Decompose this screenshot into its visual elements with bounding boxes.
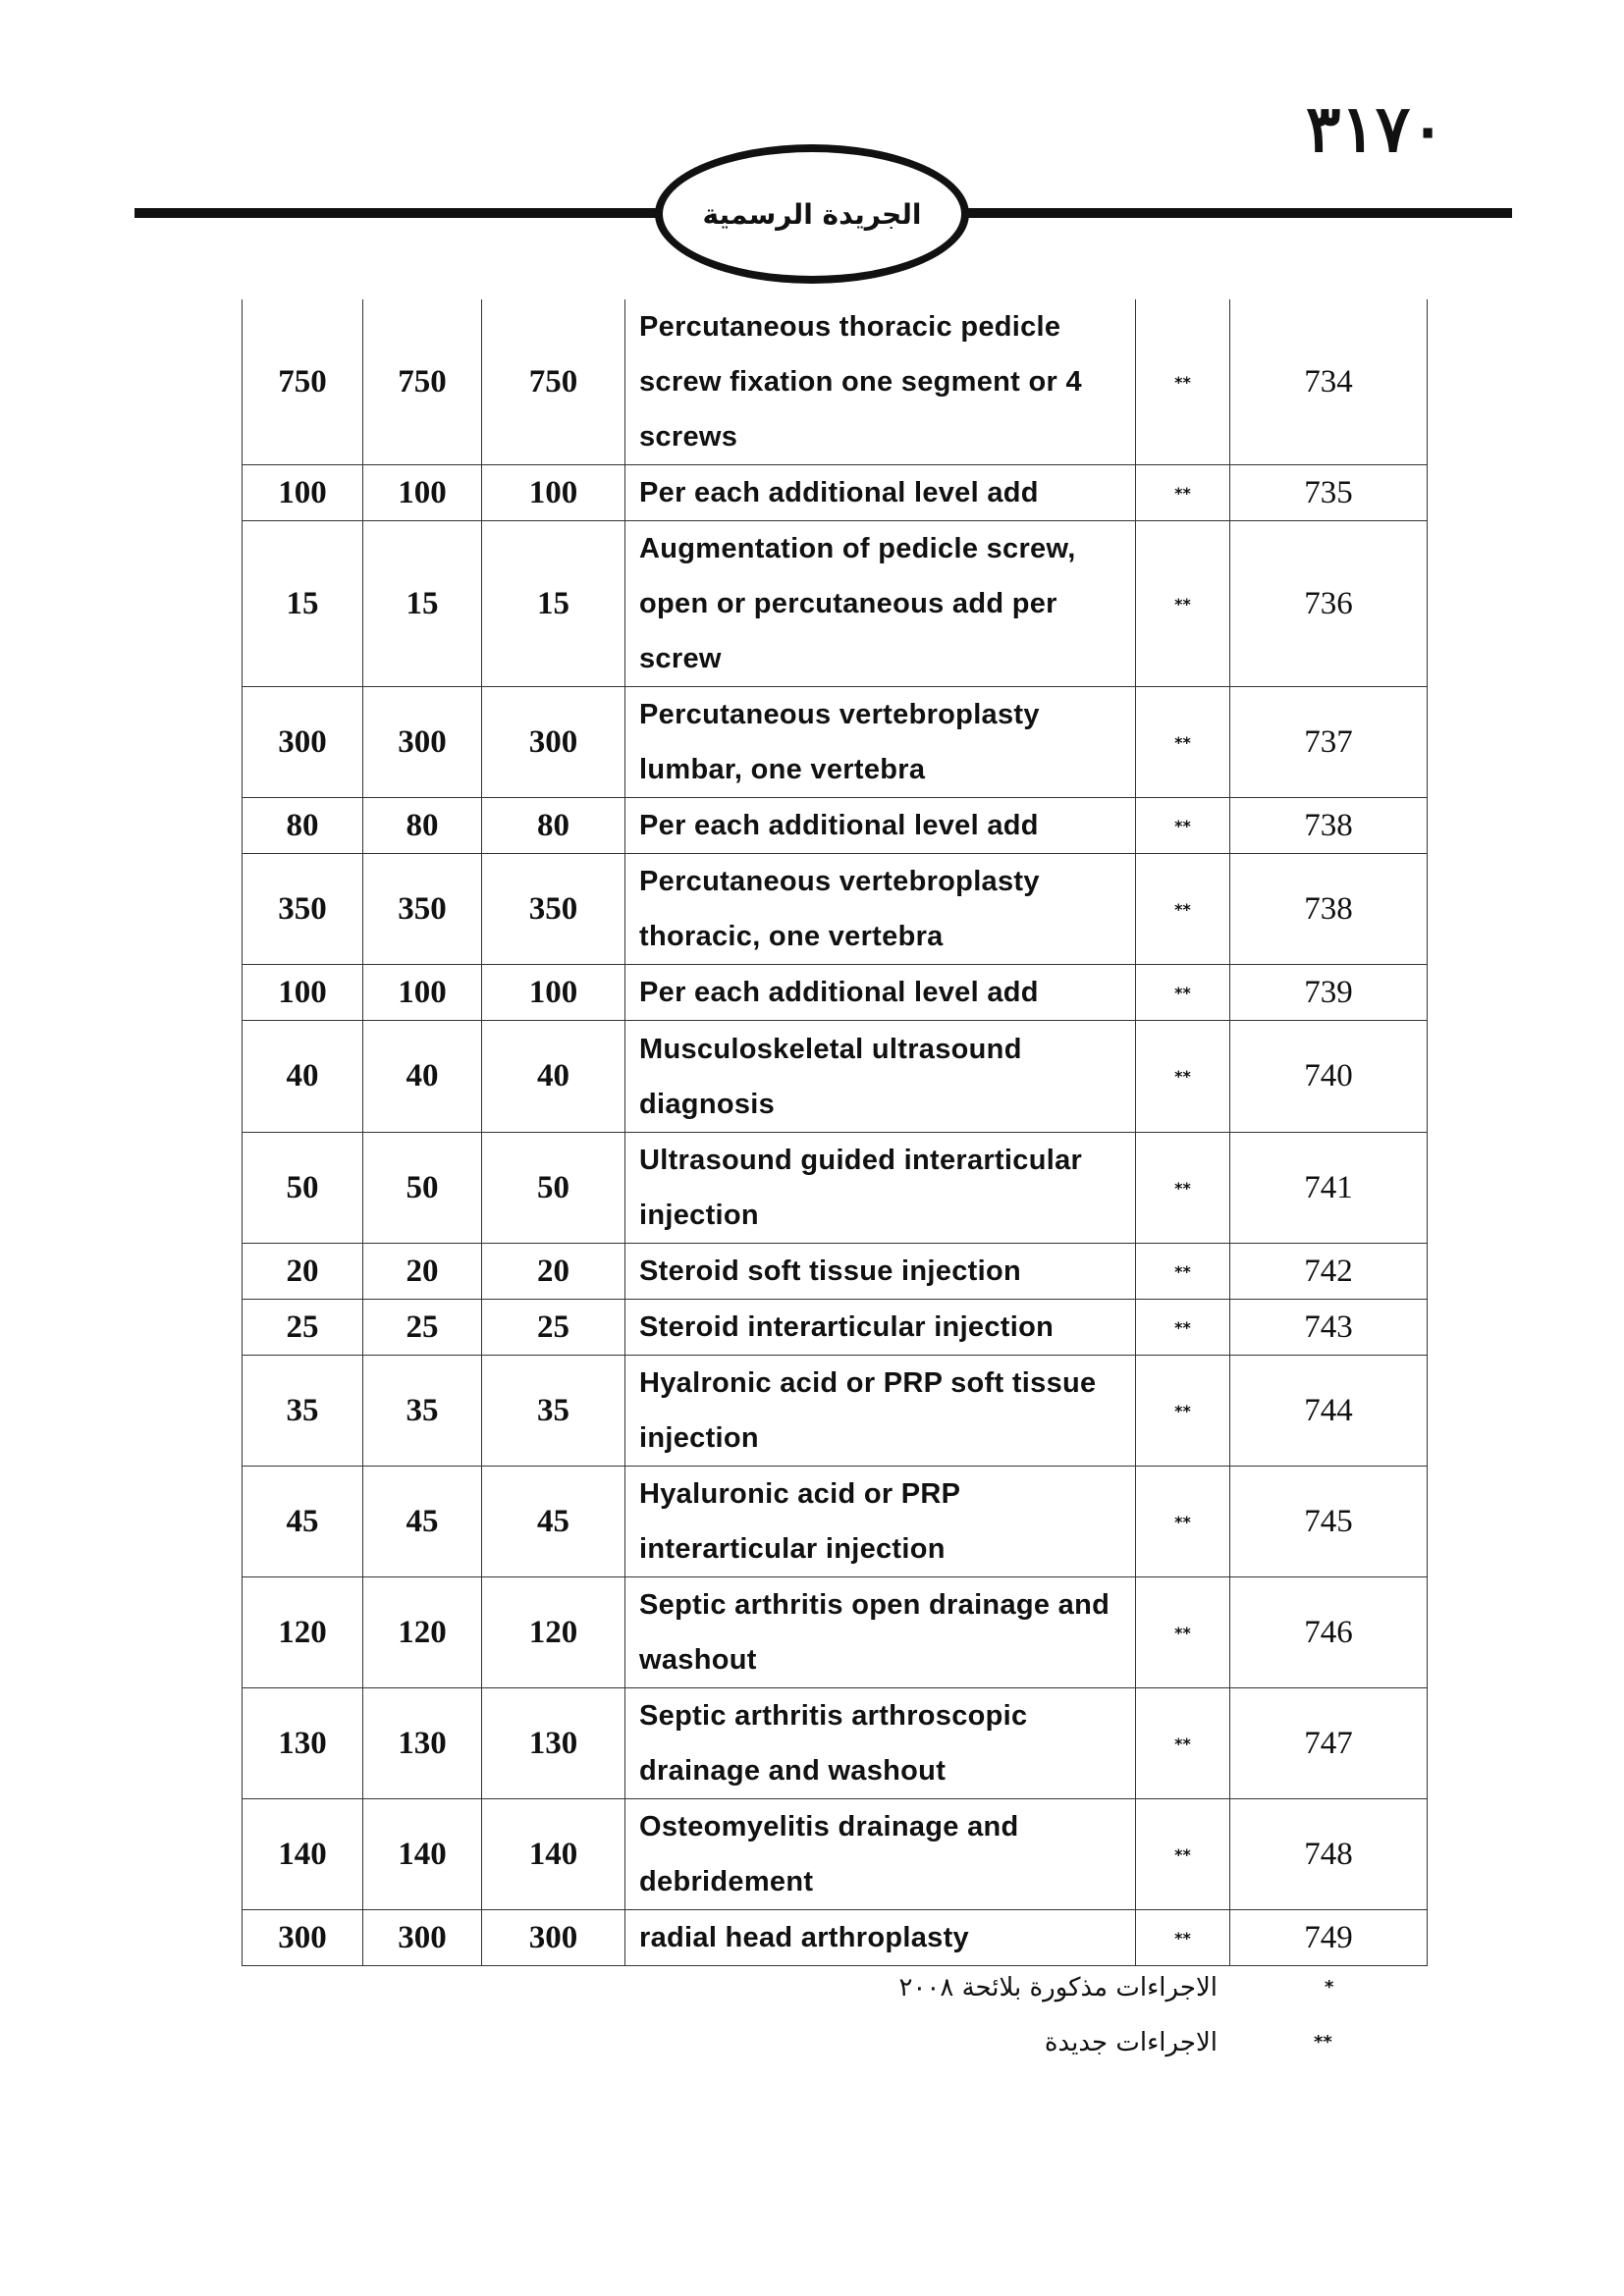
fee-value-3: 15 (482, 521, 625, 687)
table-row (243, 798, 1428, 854)
table-row (243, 687, 1428, 798)
fee-value-3: 300 (482, 687, 625, 798)
fee-value-3: 350 (482, 854, 625, 965)
gazette-title: الجريدة الرسمية (702, 197, 922, 231)
fee-value-1: 130 (243, 1688, 363, 1799)
fee-value-3: 100 (482, 965, 625, 1021)
footnote-mark: ** (1314, 2032, 1332, 2053)
new-procedure-mark: ** (1136, 465, 1230, 521)
table-row (243, 1021, 1428, 1133)
procedure-code: 735 (1230, 465, 1428, 521)
procedure-code: 740 (1230, 1021, 1428, 1133)
procedure-description: Steroid soft tissue injection (625, 1244, 1136, 1300)
fee-value-1: 100 (243, 465, 363, 521)
new-procedure-mark: ** (1136, 1133, 1230, 1244)
fee-table (242, 299, 1428, 1966)
fee-value-3: 25 (482, 1300, 625, 1356)
fee-value-1: 15 (243, 521, 363, 687)
fee-value-2: 130 (363, 1688, 482, 1799)
table-row (243, 1356, 1428, 1467)
fee-value-3: 80 (482, 798, 625, 854)
fee-value-2: 300 (363, 687, 482, 798)
table-row (243, 1467, 1428, 1577)
fee-value-1: 45 (243, 1467, 363, 1577)
gazette-title-oval (655, 144, 969, 284)
fee-value-2: 300 (363, 1910, 482, 1966)
fee-value-2: 750 (363, 299, 482, 465)
procedure-description: Per each additional level add (625, 798, 1136, 854)
fee-value-3: 50 (482, 1133, 625, 1244)
procedure-code: 739 (1230, 965, 1428, 1021)
procedure-code: 747 (1230, 1688, 1428, 1799)
table-row (243, 965, 1428, 1021)
table-row (243, 521, 1428, 687)
fee-value-1: 120 (243, 1577, 363, 1688)
procedure-code: 746 (1230, 1577, 1428, 1688)
footnote-text: الاجراءات جديدة (1044, 2028, 1218, 2057)
fee-value-1: 20 (243, 1244, 363, 1300)
table-row (243, 1799, 1428, 1910)
procedure-description: Per each additional level add (625, 465, 1136, 521)
fee-value-3: 130 (482, 1688, 625, 1799)
procedure-code: 742 (1230, 1244, 1428, 1300)
new-procedure-mark: ** (1136, 1688, 1230, 1799)
fee-value-2: 100 (363, 965, 482, 1021)
procedure-code: 738 (1230, 798, 1428, 854)
procedure-description: radial head arthroplasty (625, 1910, 1136, 1966)
fee-value-2: 15 (363, 521, 482, 687)
procedure-code: 748 (1230, 1799, 1428, 1910)
footnote-text: الاجراءات مذكورة بلائحة ٢٠٠٨ (898, 1973, 1218, 2002)
fee-value-1: 100 (243, 965, 363, 1021)
procedure-code: 741 (1230, 1133, 1428, 1244)
fee-value-1: 50 (243, 1133, 363, 1244)
new-procedure-mark: ** (1136, 1356, 1230, 1467)
fee-value-2: 80 (363, 798, 482, 854)
table-row (243, 1577, 1428, 1688)
table-row (243, 1244, 1428, 1300)
new-procedure-mark: ** (1136, 1577, 1230, 1688)
fee-value-2: 20 (363, 1244, 482, 1300)
fee-value-3: 40 (482, 1021, 625, 1133)
procedure-description: Percutaneous thoracic pedicle screw fixation one segment or 4 screws (625, 299, 1136, 465)
fee-value-3: 20 (482, 1244, 625, 1300)
fee-value-2: 140 (363, 1799, 482, 1910)
fee-value-3: 120 (482, 1577, 625, 1688)
fee-value-2: 350 (363, 854, 482, 965)
fee-value-2: 50 (363, 1133, 482, 1244)
table-row (243, 465, 1428, 521)
fee-value-1: 350 (243, 854, 363, 965)
fee-value-3: 140 (482, 1799, 625, 1910)
new-procedure-mark: ** (1136, 1021, 1230, 1133)
new-procedure-mark: ** (1136, 1799, 1230, 1910)
new-procedure-mark: ** (1136, 1300, 1230, 1356)
procedure-description: Osteomyelitis drainage and debridement (625, 1799, 1136, 1910)
new-procedure-mark: ** (1136, 1467, 1230, 1577)
procedure-description: Percutaneous vertebroplasty thoracic, one vertebra (625, 854, 1136, 965)
fee-value-2: 120 (363, 1577, 482, 1688)
procedure-description: Hyaluronic acid or PRP interarticular injection (625, 1467, 1136, 1577)
fee-value-1: 300 (243, 687, 363, 798)
new-procedure-mark: ** (1136, 299, 1230, 465)
procedure-description: Septic arthritis open drainage and washout (625, 1577, 1136, 1688)
new-procedure-mark: ** (1136, 687, 1230, 798)
procedure-description: Steroid interarticular injection (625, 1300, 1136, 1356)
fee-value-1: 25 (243, 1300, 363, 1356)
new-procedure-mark: ** (1136, 965, 1230, 1021)
procedure-description: Septic arthritis arthroscopic drainage and washout (625, 1688, 1136, 1799)
fee-value-1: 300 (243, 1910, 363, 1966)
procedure-description: Percutaneous vertebroplasty lumbar, one vertebra (625, 687, 1136, 798)
table-row (243, 1910, 1428, 1966)
table-row (243, 854, 1428, 965)
procedure-code: 734 (1230, 299, 1428, 465)
procedure-description: Ultrasound guided interarticular injection (625, 1133, 1136, 1244)
fee-value-3: 45 (482, 1467, 625, 1577)
page-number: ٣١٧٠ (1306, 90, 1445, 167)
fee-value-2: 40 (363, 1021, 482, 1133)
fee-value-2: 45 (363, 1467, 482, 1577)
table-row (243, 1300, 1428, 1356)
procedure-description: Musculoskeletal ultrasound diagnosis (625, 1021, 1136, 1133)
procedure-code: 743 (1230, 1300, 1428, 1356)
procedure-code: 749 (1230, 1910, 1428, 1966)
fee-value-3: 300 (482, 1910, 625, 1966)
new-procedure-mark: ** (1136, 1910, 1230, 1966)
fee-value-2: 25 (363, 1300, 482, 1356)
procedure-description: Per each additional level add (625, 965, 1136, 1021)
procedure-code: 737 (1230, 687, 1428, 798)
table-row (243, 1133, 1428, 1244)
procedure-description: Hyalronic acid or PRP soft tissue injection (625, 1356, 1136, 1467)
fee-value-1: 80 (243, 798, 363, 854)
procedure-code: 745 (1230, 1467, 1428, 1577)
fee-value-2: 35 (363, 1356, 482, 1467)
table-row (243, 299, 1428, 465)
fee-value-3: 35 (482, 1356, 625, 1467)
fee-value-2: 100 (363, 465, 482, 521)
new-procedure-mark: ** (1136, 1244, 1230, 1300)
new-procedure-mark: ** (1136, 521, 1230, 687)
footnote-mark: * (1325, 1977, 1334, 1998)
fee-value-3: 750 (482, 299, 625, 465)
fee-value-1: 140 (243, 1799, 363, 1910)
fee-value-3: 100 (482, 465, 625, 521)
fee-value-1: 750 (243, 299, 363, 465)
table-row (243, 1688, 1428, 1799)
fee-value-1: 40 (243, 1021, 363, 1133)
new-procedure-mark: ** (1136, 854, 1230, 965)
procedure-code: 736 (1230, 521, 1428, 687)
procedure-code: 744 (1230, 1356, 1428, 1467)
procedure-code: 738 (1230, 854, 1428, 965)
new-procedure-mark: ** (1136, 798, 1230, 854)
procedure-description: Augmentation of pedicle screw, open or percutaneous add per screw (625, 521, 1136, 687)
fee-value-1: 35 (243, 1356, 363, 1467)
